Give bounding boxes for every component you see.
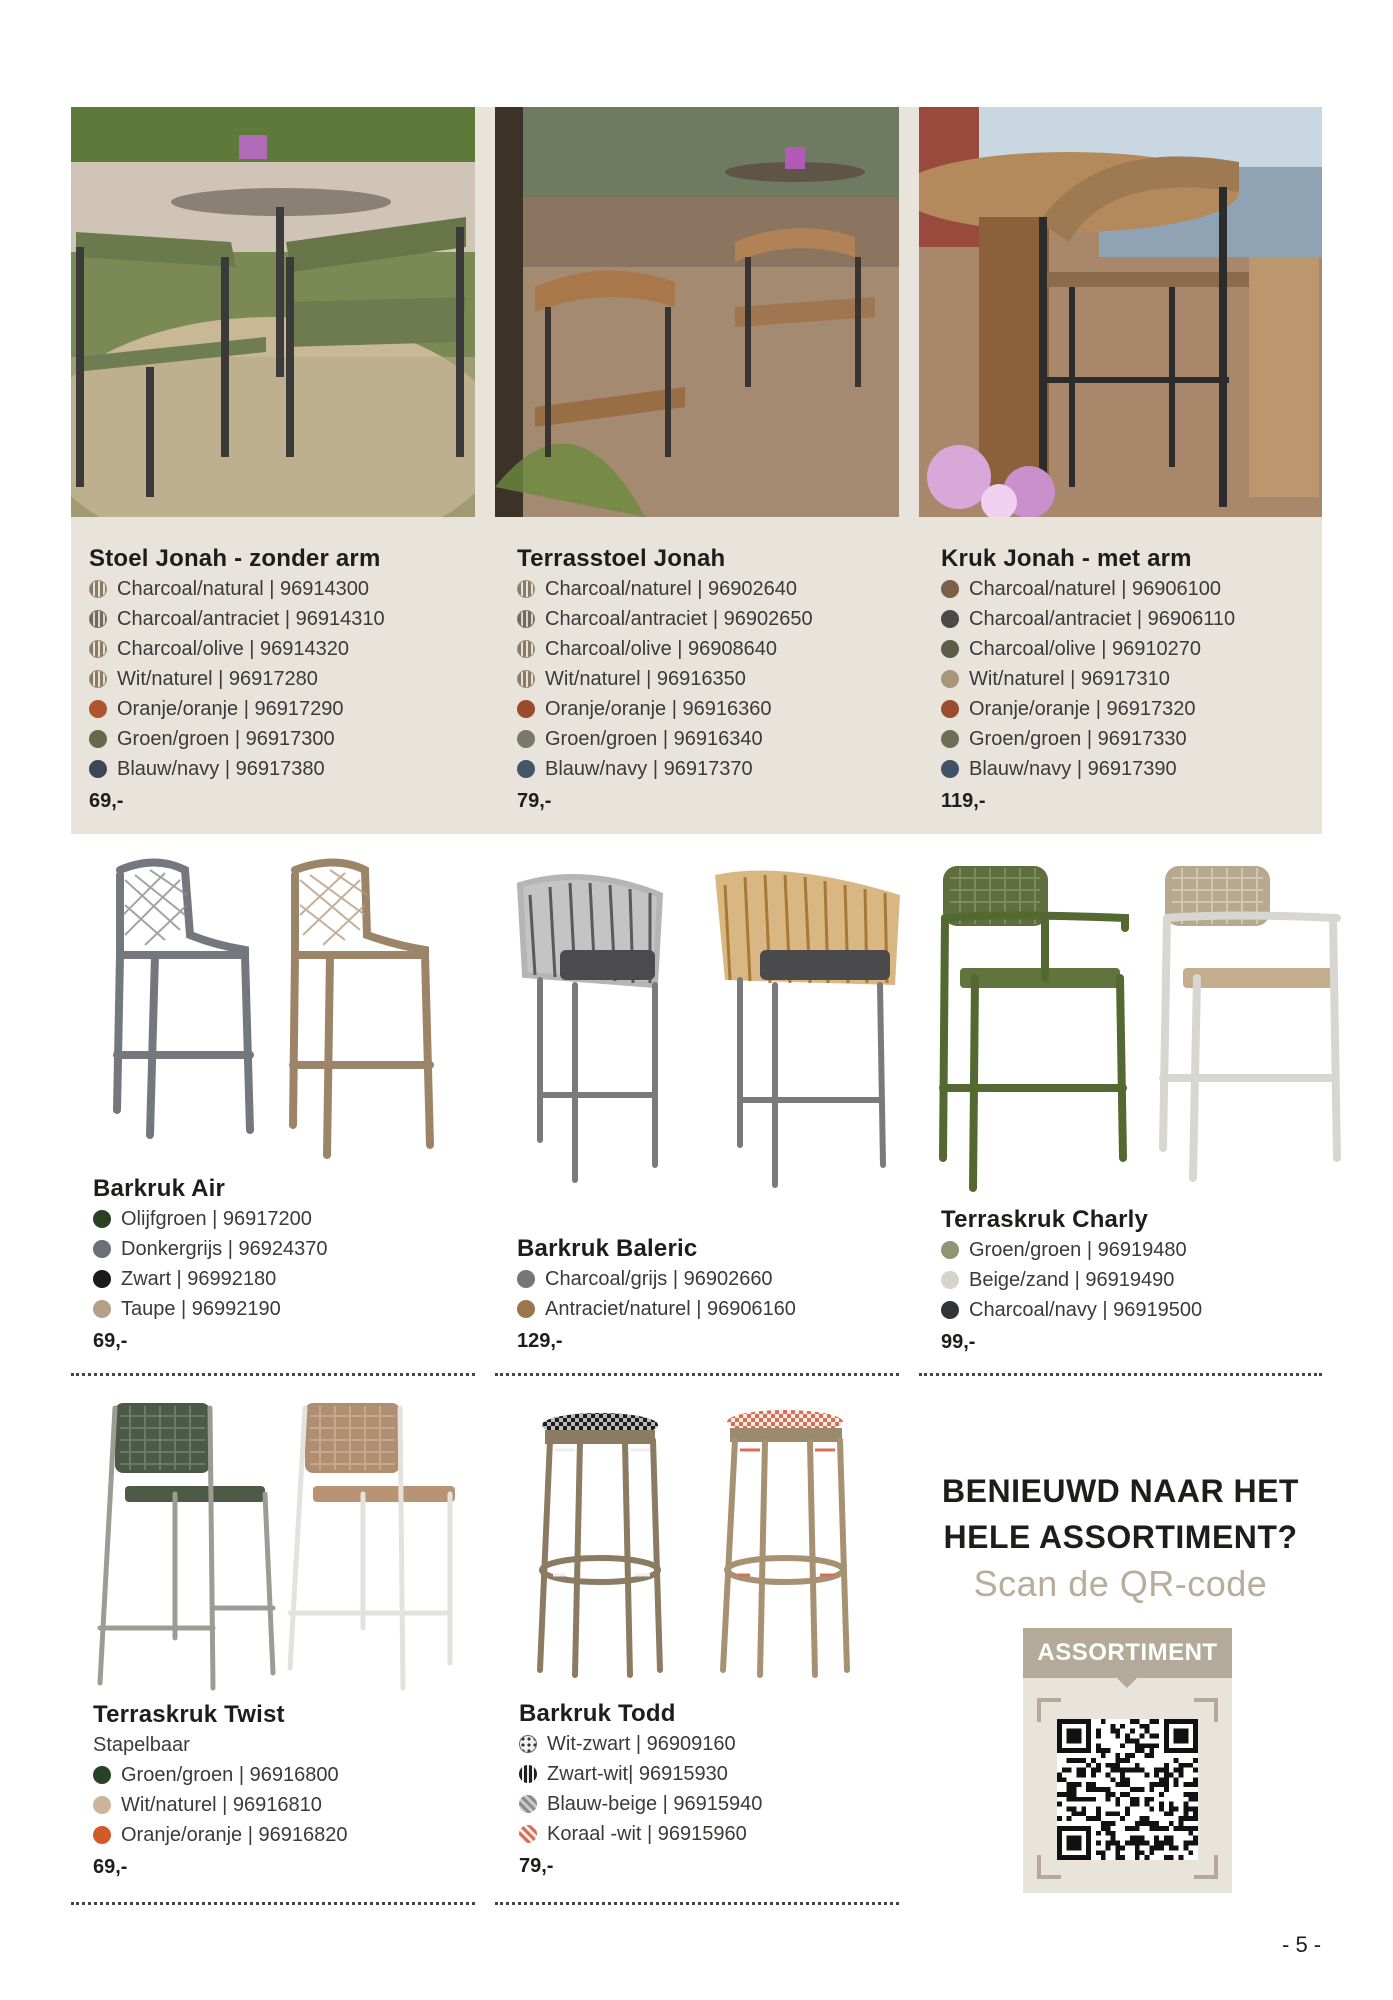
tag-arrow-icon [1117, 1678, 1137, 1688]
variant-label: Beige/zand | 96919490 [969, 1269, 1175, 1291]
variant-item [89, 694, 469, 724]
color-swatch-icon [941, 1301, 959, 1319]
variant-item [517, 1294, 897, 1324]
variant-label: Groen/groen | 96917300 [117, 728, 335, 750]
variant-label: Charcoal/naturel | 96902640 [545, 578, 798, 600]
color-swatch-icon [519, 1825, 537, 1843]
variant-list [93, 1204, 423, 1324]
product-title: Terrasstoel Jonah [517, 545, 726, 572]
variant-item [517, 574, 897, 604]
separator [71, 1373, 475, 1376]
variant-label: Charcoal/antraciet | 96902650 [545, 608, 813, 630]
variant-item [93, 1790, 473, 1820]
color-swatch-icon [519, 1735, 537, 1753]
photo-stoel-jonah [71, 107, 475, 517]
variant-item [517, 694, 897, 724]
variant-item [93, 1820, 473, 1850]
assortiment-tag: ASSORTIMENT [1023, 1628, 1232, 1678]
variant-list [941, 1235, 1321, 1325]
variant-item [941, 724, 1321, 754]
product-barkruk-baleric [517, 1234, 897, 1354]
color-swatch-icon [93, 1826, 111, 1844]
product-stoel-jonah [89, 544, 469, 814]
variant-label: Charcoal/antraciet | 96906110 [969, 608, 1236, 630]
variant-label: Blauw/navy | 96917390 [969, 758, 1177, 780]
variant-item [941, 1265, 1321, 1295]
variant-label: Olijfgroen | 96917200 [121, 1208, 312, 1230]
product-price: 119,- [941, 790, 986, 812]
image-terraskruk-charly [935, 858, 1345, 1193]
product-price: 79,- [517, 790, 552, 812]
color-swatch-icon [89, 730, 107, 748]
color-swatch-icon [517, 1300, 535, 1318]
color-swatch-icon [517, 730, 535, 748]
variant-label: Blauw/navy | 96917380 [117, 758, 325, 780]
variant-item [519, 1789, 899, 1819]
color-swatch-icon [93, 1210, 111, 1228]
variant-list [941, 574, 1321, 784]
variant-label: Wit/naturel | 96916810 [121, 1794, 322, 1816]
variant-label: Wit/naturel | 96917280 [117, 668, 318, 690]
product-price: 69,- [93, 1330, 128, 1352]
variant-item [941, 634, 1321, 664]
variant-item [89, 604, 469, 634]
variant-label: Wit/naturel | 96917310 [969, 668, 1170, 690]
variant-label: Charcoal/navy | 96919500 [969, 1299, 1203, 1321]
variant-label: Groen/groen | 96917330 [969, 728, 1187, 750]
color-swatch-icon [89, 640, 107, 658]
product-price: 99,- [941, 1331, 976, 1353]
variant-label: Taupe | 96992190 [121, 1298, 281, 1320]
variant-list [517, 1264, 897, 1324]
color-swatch-icon [941, 1271, 959, 1289]
variant-label: Oranje/oranje | 96916820 [121, 1824, 348, 1846]
variant-item [93, 1204, 423, 1234]
product-terraskruk-charly [941, 1205, 1321, 1355]
product-title: Terraskruk Twist [93, 1701, 285, 1728]
variant-label: Charcoal/grijs | 96902660 [545, 1268, 773, 1290]
qr-code-icon[interactable] [1057, 1719, 1198, 1860]
product-kruk-jonah [941, 544, 1321, 814]
variant-item [519, 1759, 899, 1789]
variant-item [519, 1729, 899, 1759]
color-swatch-icon [89, 610, 107, 628]
photo-terrasstoel-jonah [495, 107, 899, 517]
separator [71, 1902, 475, 1905]
color-swatch-icon [93, 1300, 111, 1318]
color-swatch-icon [517, 760, 535, 778]
variant-item [517, 604, 897, 634]
color-swatch-icon [519, 1765, 537, 1783]
color-swatch-icon [93, 1766, 111, 1784]
variant-label: Oranje/oranje | 96916360 [545, 698, 772, 720]
product-barkruk-todd [519, 1699, 899, 1879]
color-swatch-icon [941, 730, 959, 748]
product-title: Terraskruk Charly [941, 1206, 1149, 1233]
variant-label: Groen/groen | 96919480 [969, 1239, 1187, 1261]
product-title: Barkruk Todd [519, 1700, 676, 1727]
color-swatch-icon [941, 700, 959, 718]
color-swatch-icon [941, 760, 959, 778]
variant-label: Charcoal/olive | 96908640 [545, 638, 778, 660]
page-number: - 5 - [1282, 1932, 1322, 1957]
color-swatch-icon [517, 610, 535, 628]
product-price: 129,- [517, 1330, 563, 1352]
product-title: Barkruk Baleric [517, 1235, 698, 1262]
variant-label: Wit-zwart | 96909160 [547, 1733, 736, 1755]
product-barkruk-air [93, 1174, 423, 1354]
variant-list [517, 574, 897, 784]
variant-label: Charcoal/natural | 96914300 [117, 578, 370, 600]
variant-list [519, 1729, 899, 1849]
promo-heading-line-2: HELE ASSORTIMENT? [943, 1519, 1298, 1555]
variant-item [941, 604, 1321, 634]
variant-label: Koraal -wit | 96915960 [547, 1823, 747, 1845]
color-swatch-icon [941, 610, 959, 628]
variant-item [517, 1264, 897, 1294]
color-swatch-icon [517, 580, 535, 598]
color-swatch-icon [517, 1270, 535, 1288]
image-barkruk-air [95, 855, 445, 1175]
product-title: Stoel Jonah - zonder arm [89, 545, 381, 572]
separator [495, 1373, 899, 1376]
variant-label: Zwart | 96992180 [121, 1268, 277, 1290]
color-swatch-icon [93, 1796, 111, 1814]
variant-item [941, 694, 1321, 724]
variant-label: Groen/groen | 96916800 [121, 1764, 339, 1786]
variant-item [89, 724, 469, 754]
promo-scan-text: Scan de QR-code [973, 1563, 1268, 1604]
variant-label: Zwart-wit| 96915930 [547, 1763, 728, 1785]
variant-label: Charcoal/naturel | 96906100 [969, 578, 1222, 600]
color-swatch-icon [941, 670, 959, 688]
variant-item [89, 664, 469, 694]
product-terraskruk-twist [93, 1700, 473, 1880]
variant-item [93, 1264, 423, 1294]
image-barkruk-todd [535, 1410, 865, 1680]
color-swatch-icon [941, 1241, 959, 1259]
variant-item [941, 574, 1321, 604]
product-terrasstoel-jonah [517, 544, 897, 814]
variant-item [941, 1235, 1321, 1265]
color-swatch-icon [941, 640, 959, 658]
product-title: Kruk Jonah - met arm [941, 545, 1192, 572]
variant-item [93, 1234, 423, 1264]
variant-list [89, 574, 469, 784]
product-price: 69,- [89, 790, 124, 812]
variant-item [519, 1819, 899, 1849]
variant-item [517, 724, 897, 754]
color-swatch-icon [93, 1270, 111, 1288]
variant-list [93, 1760, 473, 1850]
variant-label: Charcoal/olive | 96910270 [969, 638, 1202, 660]
color-swatch-icon [519, 1795, 537, 1813]
product-price: 79,- [519, 1855, 554, 1877]
variant-label: Charcoal/olive | 96914320 [117, 638, 350, 660]
variant-item [517, 664, 897, 694]
separator [919, 1373, 1322, 1376]
variant-item [517, 754, 897, 784]
color-swatch-icon [89, 580, 107, 598]
variant-label: Oranje/oranje | 96917290 [117, 698, 344, 720]
variant-label: Charcoal/antraciet | 96914310 [117, 608, 385, 630]
color-swatch-icon [517, 700, 535, 718]
variant-item [941, 664, 1321, 694]
color-swatch-icon [89, 760, 107, 778]
variant-label: Antraciet/naturel | 96906160 [545, 1298, 796, 1320]
variant-item [93, 1760, 473, 1790]
qr-card[interactable] [1023, 1628, 1232, 1893]
product-price: 69,- [93, 1856, 128, 1878]
color-swatch-icon [941, 580, 959, 598]
color-swatch-icon [93, 1240, 111, 1258]
variant-item [941, 1295, 1321, 1325]
image-terraskruk-twist [95, 1398, 455, 1698]
promo-heading-line-1: BENIEUWD NAAR HET [942, 1473, 1299, 1509]
variant-item [89, 574, 469, 604]
variant-label: Oranje/oranje | 96917320 [969, 698, 1196, 720]
color-swatch-icon [89, 700, 107, 718]
variant-item [517, 634, 897, 664]
variant-label: Blauw-beige | 96915940 [547, 1793, 763, 1815]
variant-item [93, 1294, 423, 1324]
variant-label: Blauw/navy | 96917370 [545, 758, 753, 780]
color-swatch-icon [517, 670, 535, 688]
color-swatch-icon [89, 670, 107, 688]
photo-kruk-jonah [919, 107, 1322, 517]
variant-label: Wit/naturel | 96916350 [545, 668, 746, 690]
variant-item [89, 754, 469, 784]
variant-label: Groen/groen | 96916340 [545, 728, 763, 750]
variant-item [89, 634, 469, 664]
variant-label: Donkergrijs | 96924370 [121, 1238, 328, 1260]
promo-block [919, 1468, 1322, 1608]
image-barkruk-baleric [515, 865, 900, 1190]
product-title: Barkruk Air [93, 1175, 226, 1202]
color-swatch-icon [517, 640, 535, 658]
variant-item [941, 754, 1321, 784]
product-subtitle: Stapelbaar [93, 1734, 190, 1756]
separator [495, 1902, 899, 1905]
